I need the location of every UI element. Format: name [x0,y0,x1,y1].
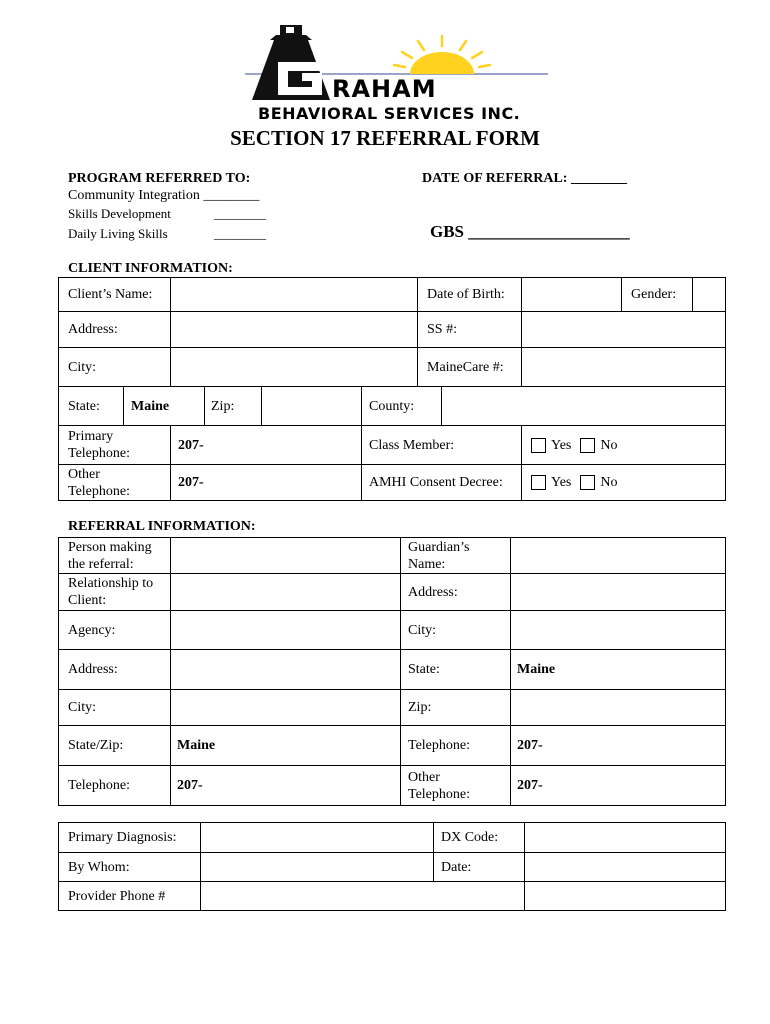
by-whom-label: By Whom: [58,852,201,882]
city-label: City: [58,347,171,387]
form-title: SECTION 17 REFERRAL FORM [230,126,540,150]
address-label: Address: [58,311,171,348]
ss-field[interactable] [521,311,726,348]
provider-phone-field[interactable] [200,881,525,911]
zip-field[interactable] [261,386,362,426]
amhi-no-checkbox[interactable] [580,475,595,490]
address-field[interactable] [170,311,418,348]
guardian-telephone-label: Telephone: [400,725,511,766]
program-item-community: Community Integration ________ [68,188,260,203]
gbs-field[interactable]: GBS ___________________ [430,222,630,241]
relationship-label: Relationship to Client: [58,573,171,611]
guardian-address-label: Address: [400,573,511,611]
guardian-zip-field[interactable] [510,689,726,726]
amhi-yes-checkbox[interactable] [531,475,546,490]
relationship-field[interactable] [170,573,401,611]
class-member-options: Yes No [521,425,726,465]
class-member-label: Class Member: [361,425,522,465]
diagnosis-date-label: Date: [433,852,525,882]
referrer-city-field[interactable] [170,689,401,726]
zip-label: Zip: [204,386,262,426]
provider-phone-label: Provider Phone # [58,881,201,911]
guardian-city-label: City: [400,610,511,650]
gender-field[interactable] [692,277,726,312]
client-heading: CLIENT INFORMATION: [68,261,233,276]
referrer-city-label: City: [58,689,171,726]
referrer-telephone-label: Telephone: [58,765,171,806]
person-making-referral-label: Person making the referral: [58,537,171,574]
dob-field[interactable] [521,277,622,312]
mainecare-label: MaineCare #: [417,347,522,387]
primary-diagnosis-field[interactable] [200,822,434,853]
primary-telephone-field[interactable]: 207- [170,425,362,465]
date-of-referral: DATE OF REFERRAL: ________ [422,171,627,186]
client-name-field[interactable] [170,277,418,312]
guardian-address-field[interactable] [510,573,726,611]
guardian-name-label: Guardian’s Name: [400,537,511,574]
guardian-other-telephone-label: Other Telephone: [400,765,511,806]
mainecare-field[interactable] [521,347,726,387]
other-telephone-field[interactable]: 207- [170,464,362,501]
dx-code-label: DX Code: [433,822,525,853]
dob-label: Date of Birth: [417,277,522,312]
logo [240,20,550,122]
agency-field[interactable] [170,610,401,650]
ss-label: SS #: [417,311,522,348]
guardian-state-label: State: [400,649,511,690]
logo-subtitle: BEHAVIORAL SERVICES INC. [258,104,521,123]
dx-code-field[interactable] [524,822,726,853]
guardian-name-field[interactable] [510,537,726,574]
program-blank[interactable]: ________ [214,226,266,241]
class-member-yes-checkbox[interactable] [531,438,546,453]
primary-diagnosis-label: Primary Diagnosis: [58,822,201,853]
by-whom-field[interactable] [200,852,434,882]
program-blank[interactable]: ________ [203,188,260,203]
state-value[interactable]: Maine [123,386,205,426]
city-field[interactable] [170,347,418,387]
provider-phone-extra[interactable] [524,881,726,911]
agency-label: Agency: [58,610,171,650]
guardian-city-field[interactable] [510,610,726,650]
referrer-state-zip-label: State/Zip: [58,725,171,766]
referrer-address-field[interactable] [170,649,401,690]
program-heading: PROGRAM REFERRED TO: [68,171,251,186]
logo-name: RAHAM [332,75,437,103]
guardian-telephone-field[interactable]: 207- [510,725,726,766]
program-blank[interactable]: ________ [214,206,266,221]
primary-telephone-label: Primary Telephone: [58,425,171,465]
program-item-daily: Daily Living Skills ________ [68,226,266,241]
referral-heading: REFERRAL INFORMATION: [68,519,256,534]
amhi-label: AMHI Consent Decree: [361,464,522,501]
other-telephone-label: Other Telephone: [58,464,171,501]
client-name-label: Client’s Name: [58,277,171,312]
guardian-other-telephone-field[interactable]: 207- [510,765,726,806]
guardian-state-value[interactable]: Maine [510,649,726,690]
diagnosis-date-field[interactable] [524,852,726,882]
referrer-telephone-field[interactable]: 207- [170,765,401,806]
person-making-referral-field[interactable] [170,537,401,574]
state-label: State: [58,386,124,426]
guardian-zip-label: Zip: [400,689,511,726]
referrer-address-label: Address: [58,649,171,690]
gender-label: Gender: [621,277,693,312]
referrer-state-zip-field[interactable]: Maine [170,725,401,766]
amhi-options: Yes No [521,464,726,501]
class-member-no-checkbox[interactable] [580,438,595,453]
county-field[interactable] [441,386,726,426]
program-item-skills: Skills Development ________ [68,206,266,221]
county-label: County: [361,386,442,426]
